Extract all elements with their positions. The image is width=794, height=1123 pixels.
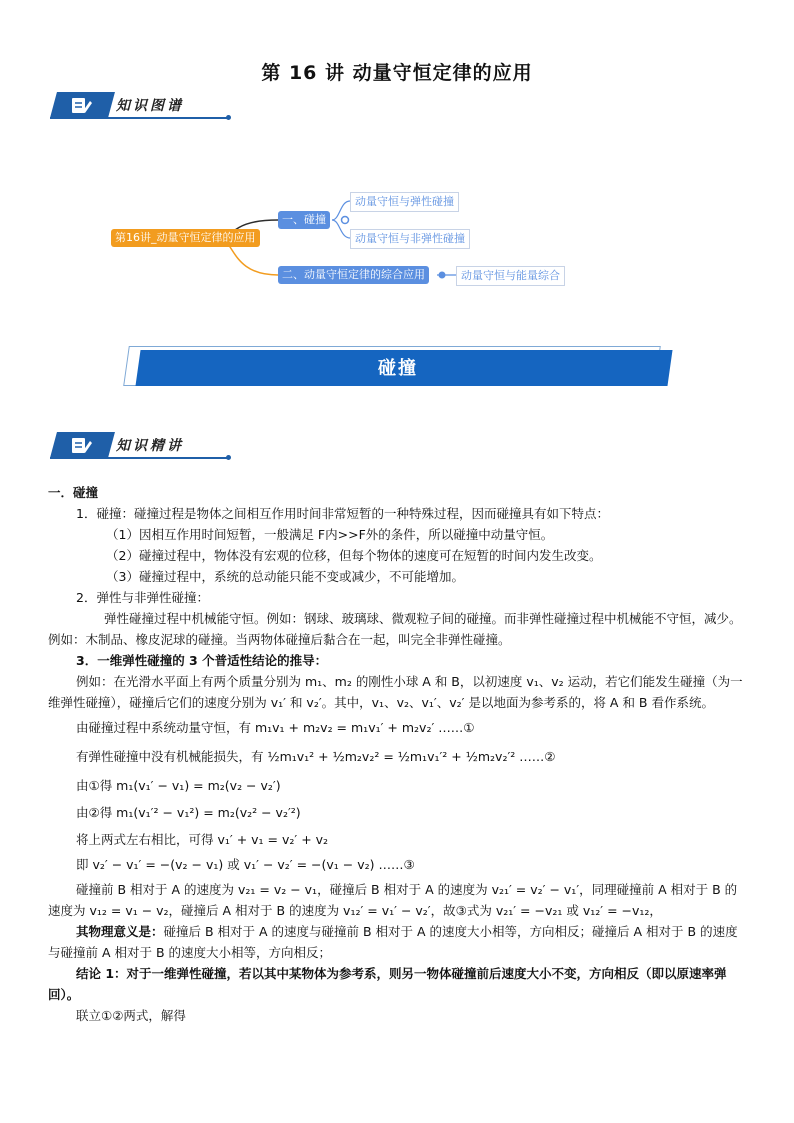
equation-line: 将上两式左右相比，可得 v₁′ + v₁ = v₂′ + v₂ [76,832,329,847]
banner-label: 知识精讲 [116,438,184,454]
knowledge-lecture-banner [50,432,230,458]
text-paragraph [48,921,748,963]
heading-derivation: 3．一维弹性碰撞的 3 个普适性结论的推导： [76,653,328,668]
heading-collision: 一．碰撞 [48,485,99,500]
equation-line: 由碰撞过程中系统动量守恒，有 m₁v₁ + m₂v₂ = m₁v₁′ + m₂v₂′ ……① [76,720,475,735]
mindmap-branch-application: 二、动量守恒定律的综合应用 [278,266,429,284]
notepad-pencil-icon [70,435,92,455]
text-line: 1．碰撞：碰撞过程是物体之间相互作用时间非常短暂的一种特殊过程，因而碰撞具有如下特点： [76,506,609,521]
text-span: 碰撞后 B 相对于 A 的速度与碰撞前 B 相对于 A 的速度大小相等，方向相反；碰撞后 A 相对于 B 的速度与碰撞前 A 相对于 B 的速度大小相等，方向相反； [48,924,738,960]
text-paragraph: 例如：在光滑水平面上有两个质量分别为 m₁、m₂ 的刚性小球 A 和 B，以初速度 v₁、v₂ 运动，若它们能发生碰撞（为一维弹性碰撞），碰撞后它们的速度分别为 v₁′ 和 v₂′。其中，v₁、v₂、v₁′、v₂′ 是以地面为参考系的，将 A 和 B 看作系统。 [48,674,743,710]
section-banner [126,346,670,384]
conclusion-1: 结论 1：对于一维弹性碰撞，若以其中某物体为参考系，则另一物体碰撞前后速度大小不变，方向相反（即以原速率弹回）。 [48,966,727,1002]
mindmap-leaf-energy: 动量守恒与能量综合 [456,266,565,286]
section-title: 碰撞 [378,358,418,379]
text-paragraph: 弹性碰撞过程中机械能守恒。例如：钢球、玻璃球、微观粒子间的碰撞。而非弹性碰撞过程中机械能不守恒，减少。例如：木制品、橡皮泥球的碰撞。当两物体碰撞后黏合在一起，叫完全非弹性碰撞。 [48,611,742,647]
lecture-content [48,482,748,1026]
mindmap-leaf-inelastic: 动量守恒与非弹性碰撞 [350,229,470,249]
text-line: （1）因相互作用时间短暂，一般满足 F内>>F外的条件，所以碰撞中动量守恒。 [106,527,554,542]
mindmap-branch-collision: 一、碰撞 [278,211,330,229]
equation-line: 由①得 m₁(v₁′ − v₁) = m₂(v₂ − v₂′) [76,778,281,793]
text-line: 联立①②两式，解得 [76,1008,186,1023]
text-paragraph: 碰撞前 B 相对于 A 的速度为 v₂₁ = v₂ − v₁，碰撞后 B 相对于 A 的速度为 v₂₁′ = v₂′ − v₁′，同理碰撞前 A 相对于 B 的速度为 v₁₂ = v₁ − v₂，碰撞后 A 相对于 B 的速度为 v₁₂′ = v₁′ − v₂′，故③式为 v₂₁′ = −v₂₁ 或 v₁₂′ = −v₁₂， [48,882,738,918]
mindmap-root: 第16讲_动量守恒定律的应用 [111,229,260,247]
equation-line: 即 v₂′ − v₁′ = −(v₂ − v₁) 或 v₁′ − v₂′ = −(v₁ − v₂) ……③ [76,857,415,872]
mindmap-leaf-elastic: 动量守恒与弹性碰撞 [350,192,459,212]
banner-underline [50,457,230,459]
banner-dot [226,455,231,460]
page-title: 第 16 讲 动量守恒定律的应用 [261,62,533,84]
bold-lead: 其物理意义是： [76,924,164,939]
equation-line: 有弹性碰撞中没有机械能损失，有 ½m₁v₁² + ½m₂v₂² = ½m₁v₁′² + ½m₂v₂′² ……② [76,749,556,764]
text-line: （3）碰撞过程中，系统的总动能只能不变或减少，不可能增加。 [106,569,464,584]
banner-label: 知识图谱 [116,98,184,114]
text-line: 2．弹性与非弹性碰撞： [76,590,209,605]
equation-line: 由②得 m₁(v₁′² − v₁²) = m₂(v₂² − v₂′²) [76,805,301,820]
text-line: （2）碰撞过程中，物体没有宏观的位移，但每个物体的速度可在短暂的时间内发生改变。 [106,548,602,563]
